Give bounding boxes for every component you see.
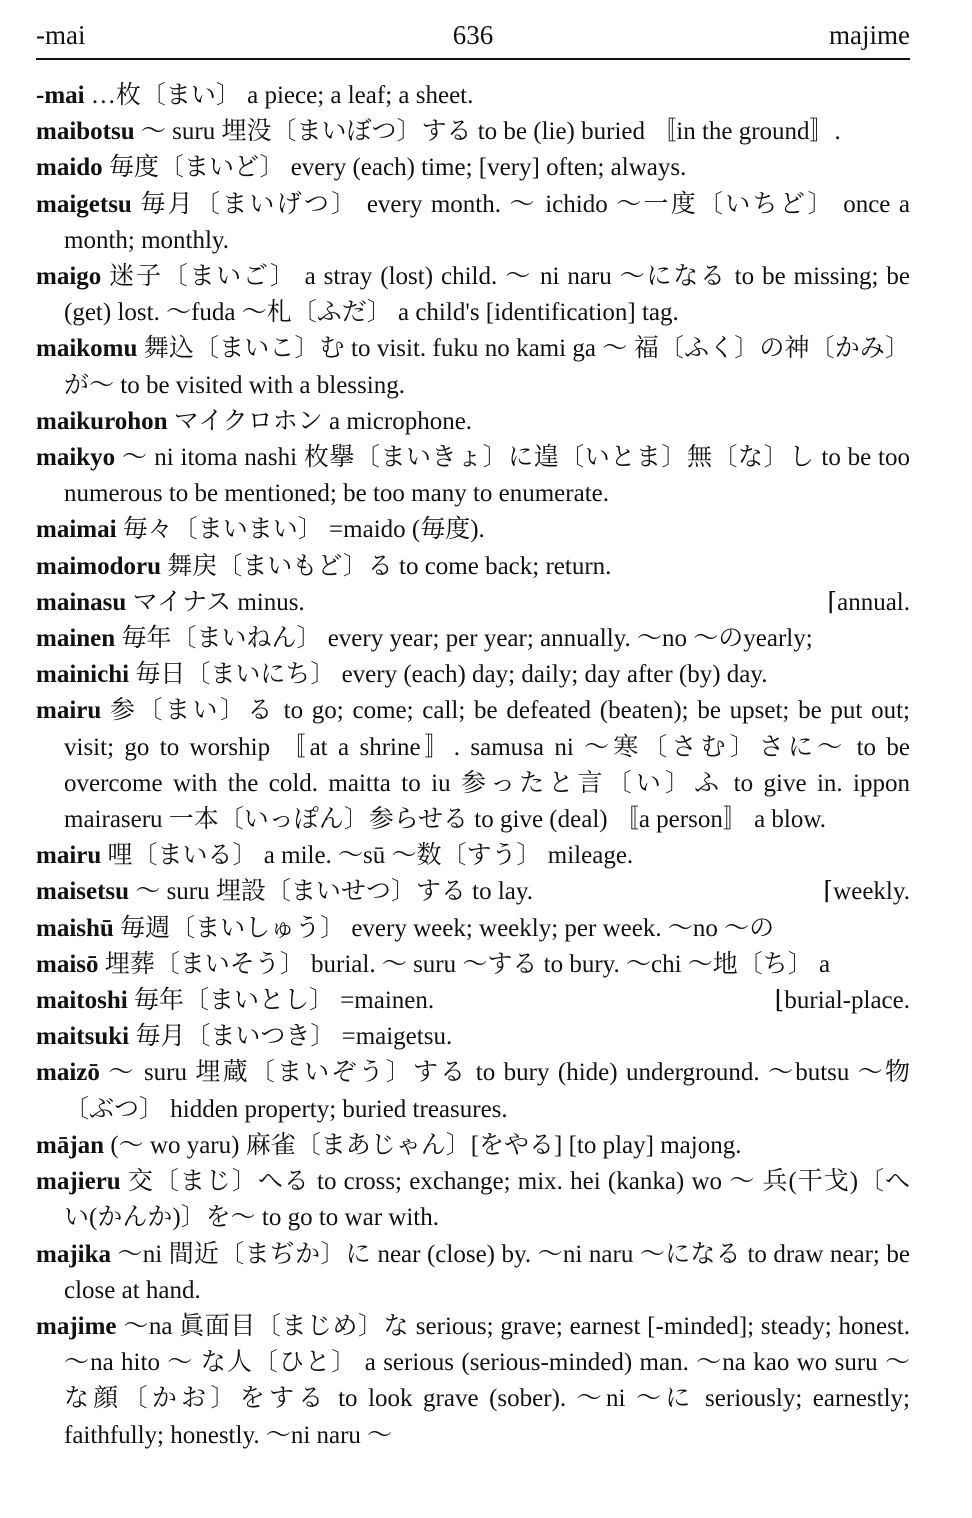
- dictionary-entry: [36, 78, 910, 114]
- entry-definition: …枚〔まい〕 a piece; a leaf; a sheet.: [84, 82, 474, 109]
- headword: -mai: [36, 82, 85, 109]
- dictionary-entry: [36, 621, 910, 657]
- dictionary-entry: [36, 259, 910, 331]
- margin-continuation: ⌊burial-place.: [774, 987, 910, 1015]
- dictionary-entry: [36, 983, 910, 1019]
- dictionary-entry: [36, 1164, 910, 1236]
- margin-continuation: ⌈weekly.: [823, 878, 910, 906]
- dictionary-entry: [36, 657, 910, 693]
- dictionary-entry: [36, 874, 910, 910]
- headword: mājan: [36, 1131, 105, 1159]
- headword: mainasu: [36, 588, 127, 616]
- headword: maitsuki: [36, 1023, 130, 1051]
- dictionary-entry: [36, 1128, 910, 1164]
- headword: maigetsu: [36, 190, 132, 218]
- dictionary-entry: [36, 1237, 910, 1309]
- header-first-word: -mai: [36, 20, 86, 50]
- entry-definition: 毎年〔まいねん〕 every year; per year; annually. ～no ～のyearly;: [115, 625, 813, 653]
- dictionary-entry: [36, 512, 910, 548]
- dictionary-entry: [36, 585, 910, 621]
- entry-definition: ～ suru 埋没〔まいぼつ〕する to be (lie) buried 〚in the ground〛.: [134, 118, 841, 146]
- entry-definition: (～ wo yaru) 麻雀〔まあじゃん〕[をやる] [to play] majong.: [104, 1131, 742, 1159]
- entry-definition: 毎月〔まいげつ〕 every month. ～ ichido ～一度〔いちど〕 once a month; monthly.: [64, 190, 910, 254]
- entry-definition: ～na 眞面目〔まじめ〕な serious; grave; earnest [-minded]; steady; honest. ～na hito ～ な人〔ひと〕 a serious (serious-minded) man. ～na kao wo suru ～な顔〔かお〕をする to look grave (sober). ～ni ～に seriously; earnestly; faithfully; honestly. ～ni naru ～: [64, 1312, 910, 1449]
- headword: majieru: [36, 1168, 121, 1196]
- entry-definition: ～ni 間近〔まぢか〕に near (close) by. ～ni naru ～になる to draw near; be close at hand.: [64, 1240, 910, 1304]
- entry-definition: 参〔まい〕る to go; come; call; be defeated (beaten); be upset; be put out; visit; go to worship 〚at a shrine〛. samusa ni ～寒〔さむ〕さに～ to be overcome with the cold. maitta to iu 参ったと言〔い〕ふ to give in. ippon mairaseru 一本〔いっぽん〕参らせる to give (deal) 〚a person〛 a blow.: [64, 697, 910, 834]
- entry-definition: 埋葬〔まいそう〕 burial. ～ suru ～する to bury. ～chi ～地〔ち〕 a: [98, 950, 831, 978]
- dictionary-entry: [36, 693, 910, 838]
- headword: maido: [36, 154, 103, 182]
- dictionary-entry: [36, 838, 910, 874]
- entry-definition: マイクロホン a microphone.: [167, 407, 473, 435]
- headword: maikomu: [36, 335, 138, 363]
- headword: maisō: [36, 950, 99, 978]
- entry-definition: 交〔まじ〕へる to cross; exchange; mix. hei (kanka) wo ～ 兵(干戈)〔へい(かんか)〕を～ to go to war with.: [64, 1168, 910, 1232]
- entry-definition: ～ suru 埋設〔まいせつ〕する to lay.: [129, 878, 533, 906]
- entry-definition: マイナス minus.: [126, 588, 305, 616]
- entry-definition: 舞戻〔まいもど〕る to come back; return.: [161, 552, 612, 580]
- dictionary-entry: [36, 1019, 910, 1055]
- header-last-word: majime: [829, 20, 910, 50]
- headword: maimodoru: [36, 552, 161, 580]
- dictionary-entry: [36, 1055, 910, 1127]
- headword: majime: [36, 1312, 117, 1340]
- headword: mainen: [36, 625, 116, 653]
- headword: maizō: [36, 1059, 100, 1087]
- page-header: [36, 14, 910, 60]
- entry-definition: 毎度〔まいど〕 every (each) time; [very] often; always.: [102, 154, 687, 182]
- headword: majika: [36, 1240, 111, 1268]
- entry-definition: 哩〔まいる〕 a mile. ～sū ～数〔すう〕 mileage.: [101, 842, 634, 870]
- entry-definition: 毎日〔まいにち〕 every (each) day; daily; day after (by) day.: [129, 661, 768, 689]
- dictionary-entry: [36, 150, 910, 186]
- dictionary-entry: [36, 114, 910, 150]
- dictionary-entry: [36, 549, 910, 585]
- headword: maisetsu: [36, 878, 130, 906]
- entry-definition: 毎年〔まいとし〕 =mainen.: [127, 987, 435, 1015]
- entry-definition: 舞込〔まいこ〕む to visit. fuku no kami ga ～ 福〔ふく〕の神〔かみ〕が～ to be visited with a blessing.: [64, 335, 910, 399]
- entry-definition: 迷子〔まいご〕 a stray (lost) child. ～ ni naru ～になる to be missing; be (get) lost. ～fuda ～札〔ふだ〕 a child's [identification] tag.: [64, 263, 910, 327]
- dictionary-entry: [36, 1309, 910, 1454]
- entry-definition: 毎月〔まいつき〕 =maigetsu.: [129, 1023, 453, 1051]
- dictionary-entry: [36, 947, 910, 983]
- margin-continuation: ⌈annual.: [827, 588, 910, 616]
- headword: maibotsu: [36, 118, 135, 146]
- dictionary-entry: [36, 440, 910, 512]
- entry-definition: 毎々〔まいまい〕 =maido (毎度).: [116, 516, 485, 544]
- dictionary-entry: [36, 331, 910, 403]
- headword: maishū: [36, 914, 114, 942]
- headword: mairu: [36, 697, 102, 725]
- entry-definition: ～ suru 埋蔵〔まいぞう〕する to bury (hide) underground. ～butsu ～物〔ぶつ〕 hidden property; buried treasures.: [64, 1059, 910, 1123]
- headword: maigo: [36, 263, 102, 291]
- dictionary-entry: [36, 404, 910, 440]
- headword: maikyo: [36, 444, 116, 472]
- headword: maitoshi: [36, 987, 128, 1015]
- dictionary-entry: [36, 911, 910, 947]
- entry-definition: ～ ni itoma nashi 枚擧〔まいきょ〕に遑〔いとま〕無〔な〕し to be too numerous to be mentioned; be too many to enumerate.: [64, 444, 910, 508]
- headword: maikurohon: [36, 407, 168, 435]
- entry-definition: 毎週〔まいしゅう〕 every week; weekly; per week. ～no ～の: [113, 914, 775, 942]
- entry-list: [36, 78, 910, 1454]
- headword: maimai: [36, 516, 117, 544]
- dictionary-entry: [36, 187, 910, 259]
- headword: mainichi: [36, 661, 130, 689]
- headword: mairu: [36, 842, 102, 870]
- page-number: 636: [452, 20, 494, 50]
